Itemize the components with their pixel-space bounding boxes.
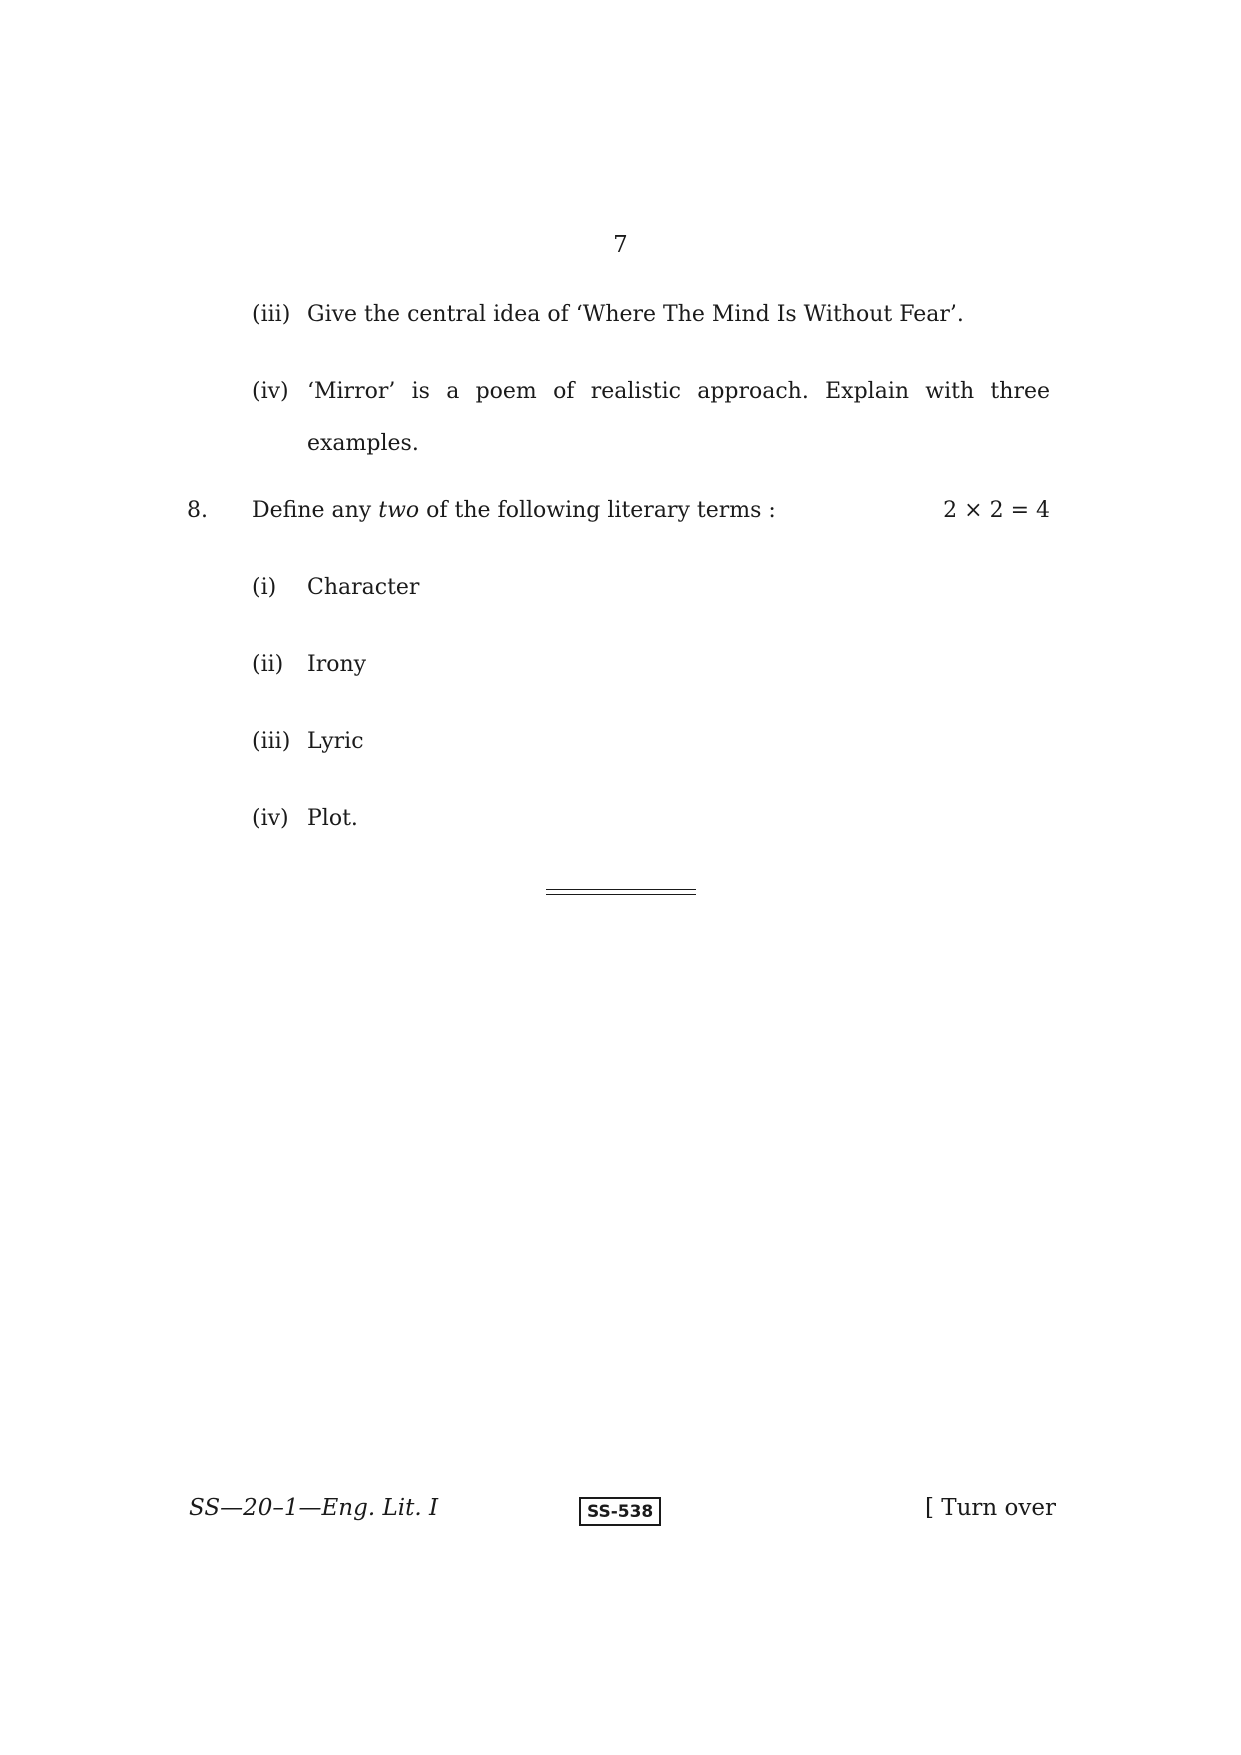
item-label-q7-iii: (iii) [252,302,291,327]
item-label-q8-iv: (iv) [252,806,289,831]
page-number: 7 [613,232,628,258]
item-label-q8-ii: (ii) [252,652,284,677]
item-text-q8-iv: Plot. [307,806,358,831]
footer-paper-code: SS—20–1—Eng. Lit. I [189,1495,439,1521]
item-label-q8-i: (i) [252,575,277,600]
footer-turn-over: [ Turn over [924,1495,1056,1521]
item-text-q7-iv-line1: ‘Mirror’ is a poem of realistic approach. Explain with three [307,379,1050,404]
question-8-text-emphasis: two [378,498,420,523]
item-text-q7-iii: Give the central idea of ‘Where The Mind Is Without Fear’. [307,302,964,327]
question-8-text-before: Define any [252,498,379,523]
item-text-q8-ii: Irony [307,652,367,677]
item-label-q8-iii: (iii) [252,729,291,754]
item-text-q7-iv-line2: examples. [307,431,419,456]
question-8-marks: 2 × 2 = 4 [943,498,1050,523]
item-text-q8-iii: Lyric [307,729,364,754]
end-divider [546,889,696,895]
item-text-q8-i: Character [307,575,420,600]
question-8-text-after: of the following literary terms : [419,498,776,523]
question-number-8: 8. [187,498,208,523]
question-8-text [252,498,776,523]
item-label-q7-iv: (iv) [252,379,289,404]
footer-series-code: SS-538 [579,1497,661,1526]
